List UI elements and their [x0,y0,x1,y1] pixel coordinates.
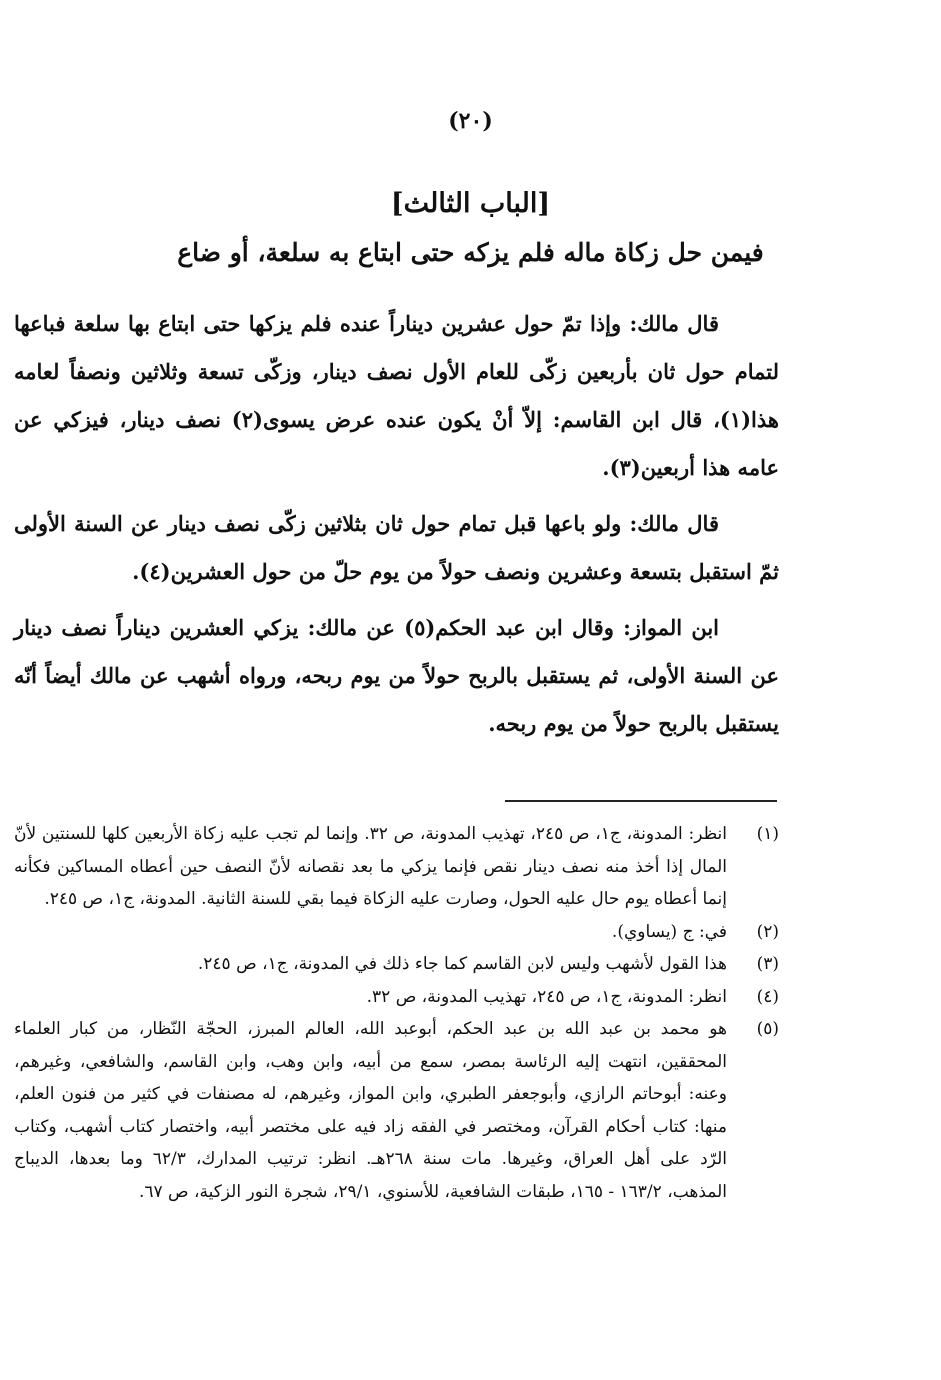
main-text [14,300,779,756]
footnote [14,981,779,1014]
paragraph: قال مالك: ولو باعها قبل تمام حول ثان بثلاثين زكّى نصف دينار عن السنة الأولى ثمّ استقبل بتسعة وعشرين ونصف حولاً من يوم حلّ من حول العشرين(٤). [14,511,779,584]
footnote-divider [505,800,777,802]
footnote [14,818,779,916]
chapter-subtitle: فيمن حل زكاة ماله فلم يزكه حتى ابتاع به سلعة، أو ضاع [177,238,764,267]
footnote [14,948,779,981]
footnote [14,916,779,949]
footnote-number: (٢) [756,921,779,942]
footnote-number: (٥) [756,1019,779,1039]
footnote-text: في: ج (يساوي). [611,921,727,942]
page-number: (٢٠) [448,108,493,134]
paragraph: قال مالك: وإذا تمّ حول عشرين ديناراً عنده فلم يزكها حتى ابتاع بها سلعة فباعها لتمام حول ثان بأربعين زكّى للعام الأول نصف دينار، وزكّى تسعة وثلاثين ونصفاً لعامه هذا(١)، قال ابن القاسم: إلاّ أنْ يكون عنده عرض يسوى(٢) نصف دينار، فيزكي عن عامه هذا أربعين(٣). [14,311,779,480]
footnote-text: هو محمد بن عبد الله بن عبد الحكم، أبوعبد الله، العالم المبرز، الحجّة النّظار، من كبار العلماء المحققين، انتهت إليه الرئاسة بمصر، سمع من أبيه، وابن وهب، وابن القاسم، والشافعي، وغيرهم، وعنه: أبوحاتم الرازي، وأبوجعفر الطبري، وابن المواز، وغيرهم، له مصنفات في كثير من فنون العلم، منها: كتاب أحكام القرآن، ومختصر في الفقه زاد فيه على مختصر أبيه، واختصار كتاب أشهب، وكتاب الرّد على أهل العراق، وغيرها. مات سنة ٢٦٨هـ. انظر: ترتيب المدارك، ٦٢/٣ وما بعدها، الديباج المذهب، ١٦٣/٢ - ١٦٥، طبقات الشافعية، للأسنوي، ٢٩/١، شجرة النور الزكية، ص ٦٧. [14,1019,727,1202]
footnote-number: (١) [756,824,779,844]
footnote-text: انظر: المدونة، ج١، ص ٢٤٥، تهذيب المدونة، ص ٣٢. [366,986,727,1007]
paragraph: ابن المواز: وقال ابن عبد الحكم(٥) عن مالك: يزكي العشرين ديناراً نصف دينار عن السنة الأولى، ثم يستقبل بالربح حولاً من يوم ربحه، ورواه أشهب عن مالك أيضاً أنّه يستقبل بالربح حولاً من يوم ربحه. [14,615,779,736]
footnote-text: هذا القول لأشهب وليس لابن القاسم كما جاء ذلك في المدونة، ج١، ص ٢٤٥. [197,954,727,974]
footnote-number: (٣) [756,954,779,974]
footnote [14,1013,779,1208]
footnotes [14,818,779,1208]
footnote-text: انظر: المدونة، ج١، ص ٢٤٥، تهذيب المدونة، ص ٣٢. وإنما لم تجب عليه زكاة الأربعين كلها للسنتين لأنّ المال إذا أخذ منه نصف دينار نقص فإنما يزكي ما بعد نقصانه لأنّ النصف حين أعطاه المساكين فكأنه إنما أعطاه يوم حال عليه الحول، وصارت عليه الزكاة فيما بقي للسنة الثانية. المدونة، ج١، ص ٢٤٥. [14,824,727,909]
chapter-title: [الباب الثالث] [390,188,551,219]
footnote-number: (٤) [756,986,779,1007]
